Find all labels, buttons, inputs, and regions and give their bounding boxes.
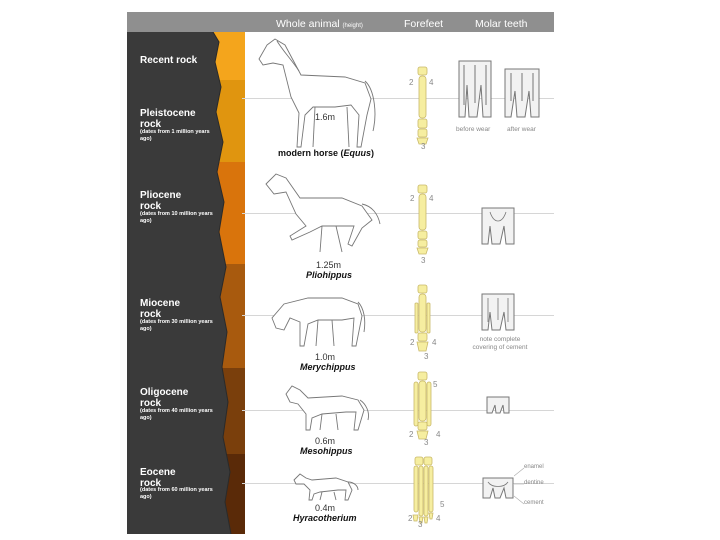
stratum-label-eocene: Eocene rock <box>140 467 176 489</box>
digit-label: 2 <box>408 514 413 523</box>
merychippus-molar <box>478 290 518 334</box>
digit-label: 3 <box>421 142 426 151</box>
digit-label: 4 <box>436 514 441 523</box>
header-forefeet: Forefeet <box>404 18 444 30</box>
pliohippus-molar <box>478 204 518 248</box>
digit-label: 3 <box>424 352 429 361</box>
height-label-pliohippus: 1.25m <box>316 260 342 270</box>
stratum-label-recent: Recent rock <box>140 55 198 66</box>
digit-label: 2 <box>409 430 414 439</box>
height-label-merychippus: 1.0m <box>315 352 336 362</box>
stratum-date-miocene: (dates from 30 million years ago) <box>140 319 213 332</box>
tooth-label-dentine: dentine <box>524 480 544 486</box>
equus-molars <box>455 55 550 125</box>
stratum-label-miocene: Miocene rock <box>140 298 181 320</box>
digit-label: 2 <box>410 194 415 203</box>
height-label-mesohippus: 0.6m <box>315 436 336 446</box>
header-whole-animal: Whole animal (height) <box>276 18 363 30</box>
tooth-label-cement: cement <box>524 500 544 506</box>
species-label-equus: modern horse (Equus) <box>278 148 375 158</box>
height-label-hyracotherium: 0.4m <box>315 503 336 513</box>
stratum-label-oligocene: Oligocene rock <box>140 387 189 409</box>
species-label-hyracotherium: Hyracotherium <box>293 513 357 523</box>
digit-label: 5 <box>440 500 445 509</box>
digit-label: 3 <box>418 520 423 529</box>
species-label-pliohippus: Pliohippus <box>306 270 352 280</box>
pliohippus-drawing <box>262 170 382 255</box>
stratum-label-pliocene: Pliocene rock <box>140 190 182 212</box>
digit-label: 4 <box>432 338 437 347</box>
hyracotherium-drawing <box>292 470 360 502</box>
height-label-equus: 1.6m <box>315 112 336 122</box>
stratum-label-pleistocene: Pleistocene rock <box>140 108 196 130</box>
digit-label: 4 <box>436 430 441 439</box>
species-label-mesohippus: Mesohippus <box>300 446 353 456</box>
tooth-label-enamel: enamel <box>524 464 544 470</box>
hyracotherium-molar <box>480 474 516 502</box>
mesohippus-drawing <box>282 380 372 432</box>
stratum-date-pliocene: (dates from 10 million years ago) <box>140 211 213 224</box>
stratum-date-eocene: (dates from 60 million years ago) <box>140 487 213 500</box>
digit-label: 4 <box>429 78 434 87</box>
merychippus-drawing <box>268 288 368 350</box>
mesohippus-molar <box>484 394 512 416</box>
equus-drawing <box>255 35 380 150</box>
tooth-note-cement-covering: note complete covering of cement <box>472 336 528 351</box>
tooth-label-before-wear: before wear <box>456 126 491 133</box>
digit-label: 2 <box>409 78 414 87</box>
stratum-date-oligocene: (dates from 40 million years ago) <box>140 408 213 421</box>
stratum-date-pleistocene: (dates from 1 million years ago) <box>140 129 210 142</box>
digit-label: 3 <box>424 438 429 447</box>
header-molar-teeth: Molar teeth <box>475 18 528 30</box>
species-label-merychippus: Merychippus <box>300 362 356 372</box>
digit-label: 4 <box>429 194 434 203</box>
digit-label: 5 <box>433 380 438 389</box>
tooth-label-after-wear: after wear <box>507 126 536 133</box>
digit-label: 3 <box>421 256 426 265</box>
digit-label: 2 <box>410 338 415 347</box>
equus-forefoot <box>405 65 440 145</box>
